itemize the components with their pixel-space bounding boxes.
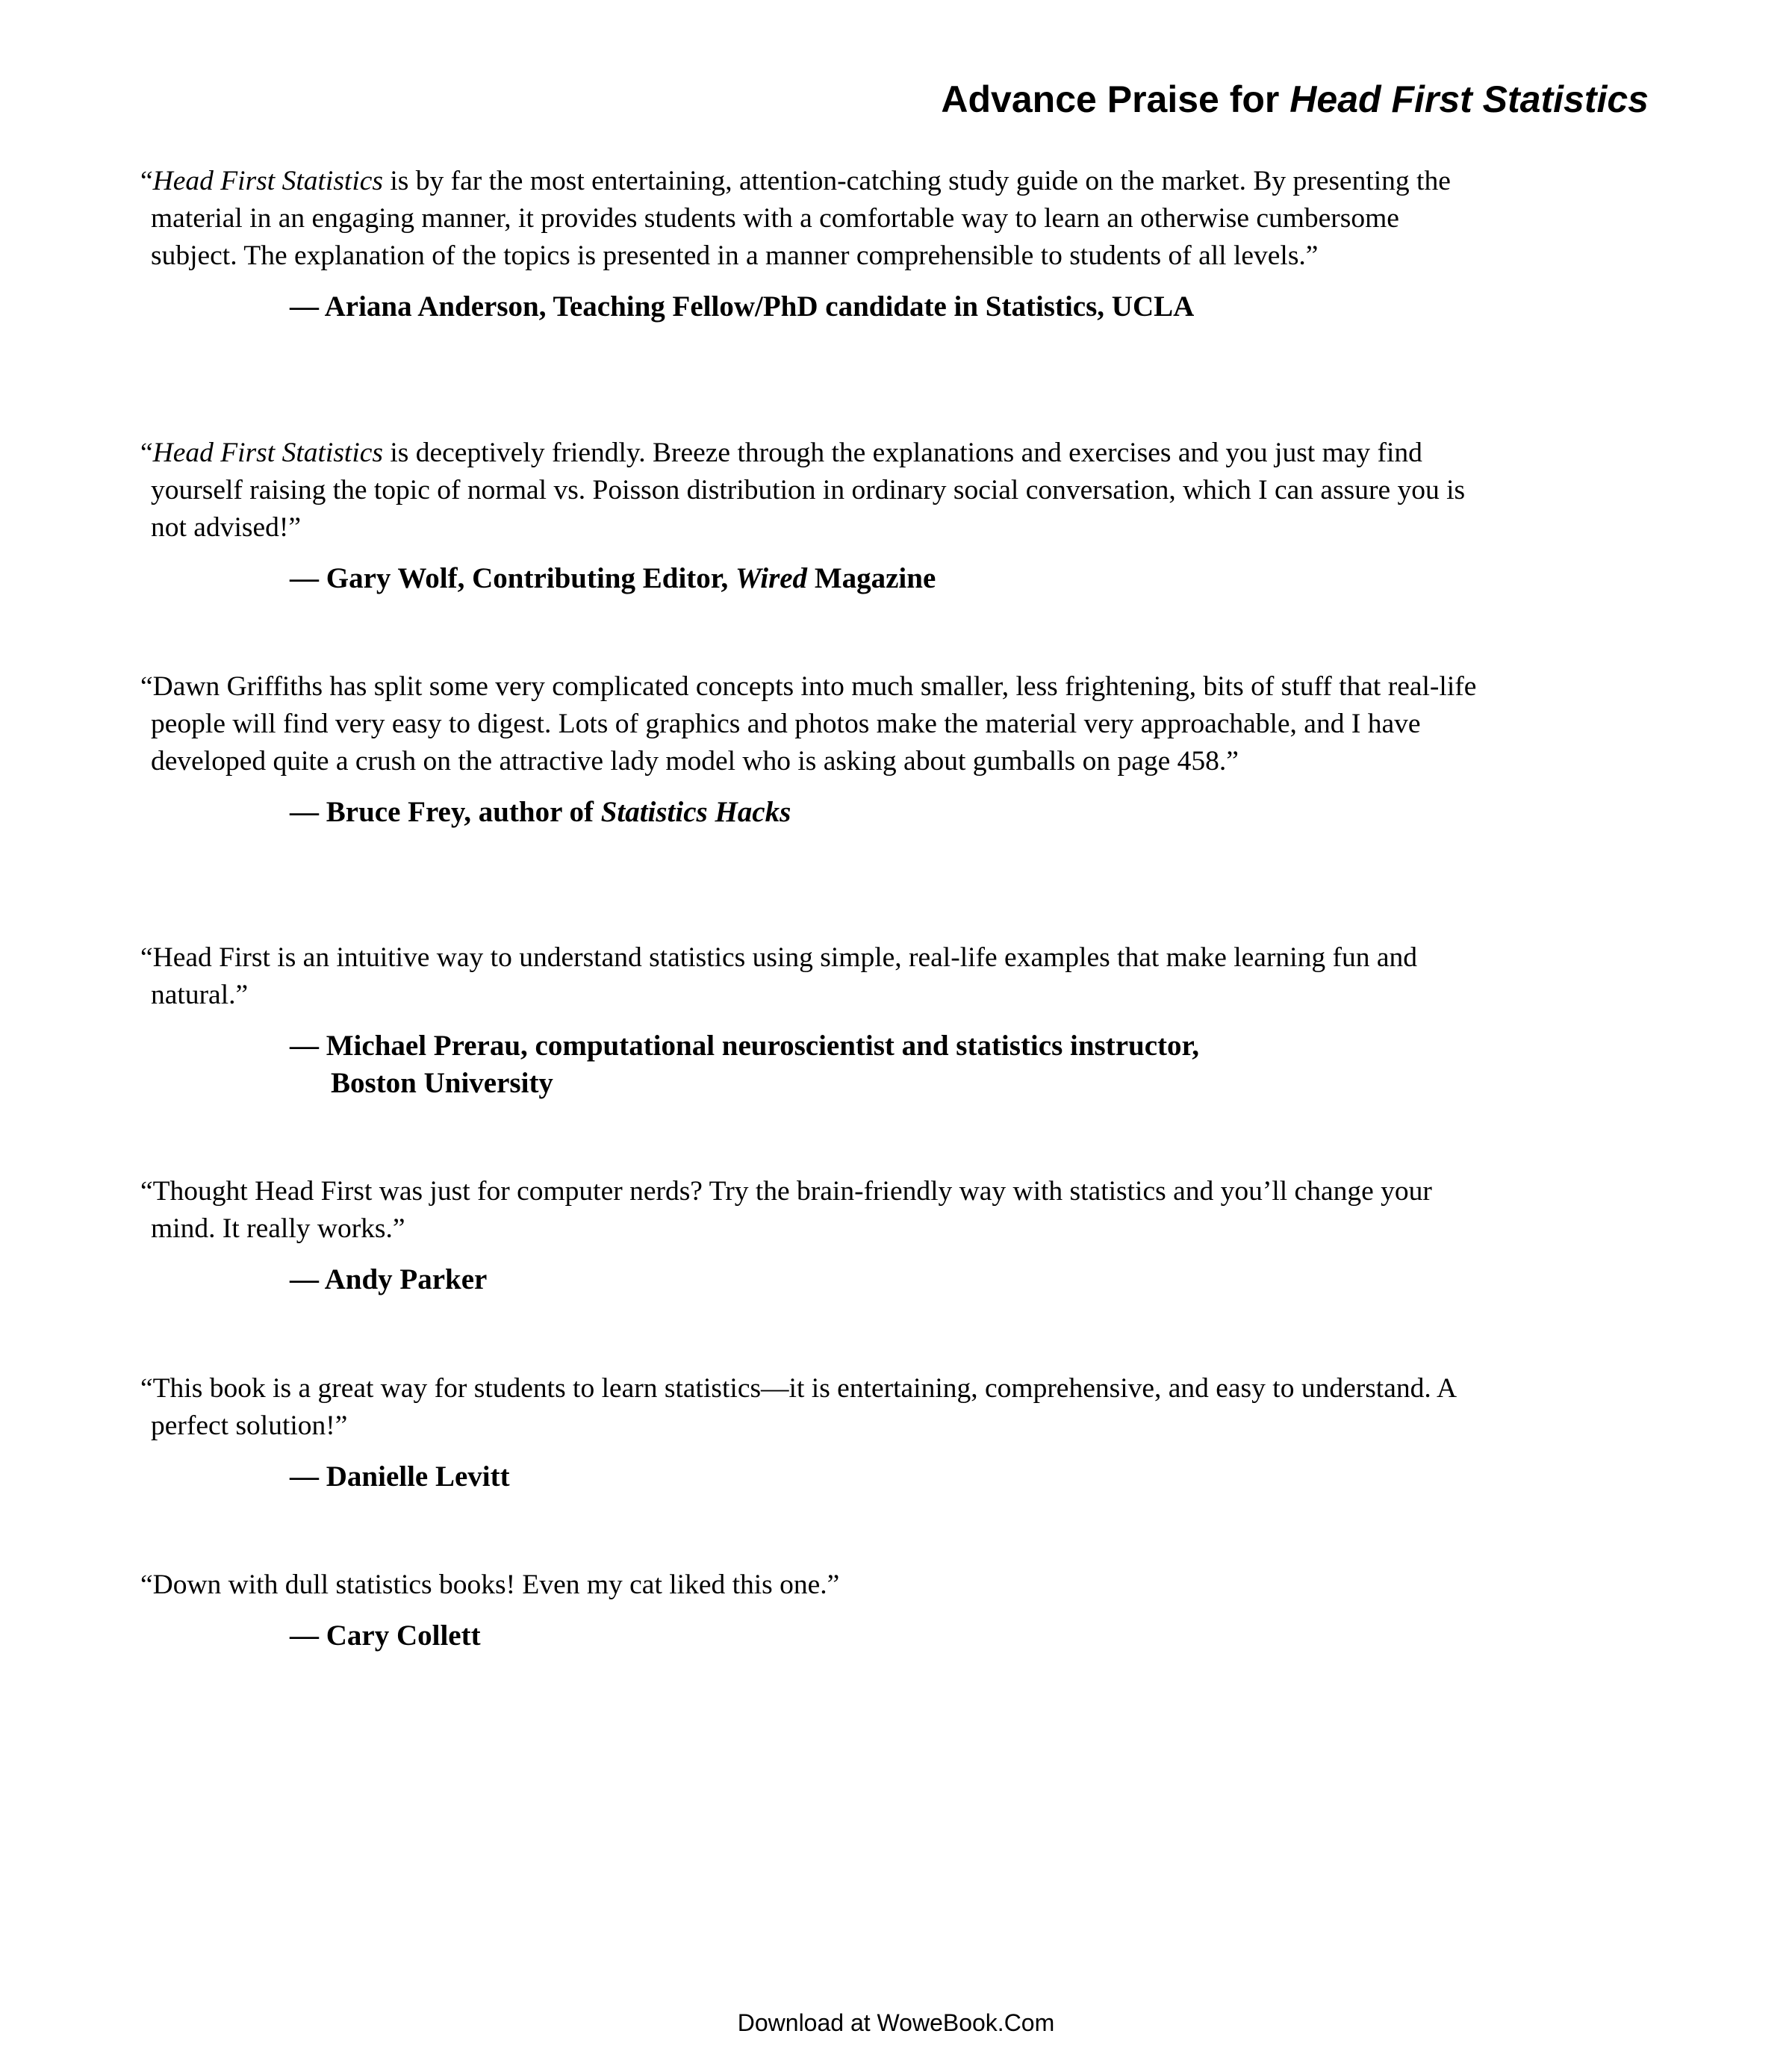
quote-text: “Head First is an intuitive way to understand statistics using simple, real-life examples that make learning fun and natural.”	[140, 942, 1417, 1010]
praise-quote-3	[140, 668, 1484, 831]
quote-body: is by far the most entertaining, attention-catching study guide on the market. By presenting the material in an engaging manner, it provides students with a comfortable way to learn an otherwise cumbersome subject. The explanation of the topics is presented in a manner comprehensible to students of all levels.”	[151, 166, 1451, 271]
attribution-line-1: — Michael Prerau, computational neuroscientist and statistics instructor,	[290, 1030, 1199, 1062]
quote-text	[140, 163, 1484, 275]
book-title: Head First Statistics	[152, 438, 383, 468]
attribution-publication: Wired	[735, 562, 808, 594]
open-quote-mark: “	[140, 166, 153, 196]
praise-quote-7	[140, 1567, 1484, 1655]
praise-quote-1	[140, 163, 1484, 326]
quote-text: “Thought Head First was just for computer nerds? Try the brain-friendly way with statistics and you’ll change your mind. It really works.”	[140, 1176, 1432, 1244]
praise-quote-4	[140, 939, 1484, 1102]
attribution-book: Statistics Hacks	[600, 796, 791, 828]
page-title-prefix: Advance Praise for	[941, 78, 1290, 120]
quote-attribution: — Andy Parker	[290, 1263, 488, 1295]
page-title-book: Head First Statistics	[1289, 78, 1649, 120]
attribution-line-2: Boston University	[331, 1067, 553, 1099]
praise-quote-5	[140, 1173, 1484, 1298]
quote-body: is deceptively friendly. Breeze through the explanations and exercises and you just may find yourself raising the topic of normal vs. Poisson distribution in ordinary social conversation, which I can assure you is not advised!”	[151, 438, 1466, 543]
quote-attribution: — Danielle Levitt	[290, 1460, 510, 1493]
quote-attribution	[140, 1027, 1484, 1102]
attribution-suffix: Magazine	[807, 562, 936, 594]
quote-attribution: — Ariana Anderson, Teaching Fellow/PhD candidate in Statistics, UCLA	[290, 290, 1195, 323]
quote-text: “Down with dull statistics books! Even my cat liked this one.”	[140, 1569, 840, 1600]
attribution-prefix: — Bruce Frey, author of	[290, 796, 601, 828]
quote-text	[140, 435, 1484, 547]
footer-download-note: Download at WoweBook.Com	[737, 2009, 1055, 2036]
quote-text: “This book is a great way for students to learn statistics—it is entertaining, comprehensive, and easy to understand. A perfect solution!”	[140, 1373, 1456, 1441]
page-title	[941, 78, 1649, 120]
book-title: Head First Statistics	[152, 166, 383, 196]
quote-text: “Dawn Griffiths has split some very complicated concepts into much smaller, less frightening, bits of stuff that real-life people will find very easy to digest. Lots of graphics and photos make the material very approachable, and I have developed quite a crush on the attractive lady model who is asking about gumballs on page 458.”	[140, 671, 1477, 777]
open-quote-mark: “	[140, 438, 153, 468]
quote-attribution	[140, 794, 1484, 831]
praise-quote-2	[140, 435, 1484, 597]
attribution-prefix: — Gary Wolf, Contributing Editor,	[290, 562, 735, 594]
quote-attribution: — Cary Collett	[290, 1620, 481, 1652]
praise-quote-6	[140, 1370, 1484, 1496]
quote-attribution	[140, 560, 1484, 597]
